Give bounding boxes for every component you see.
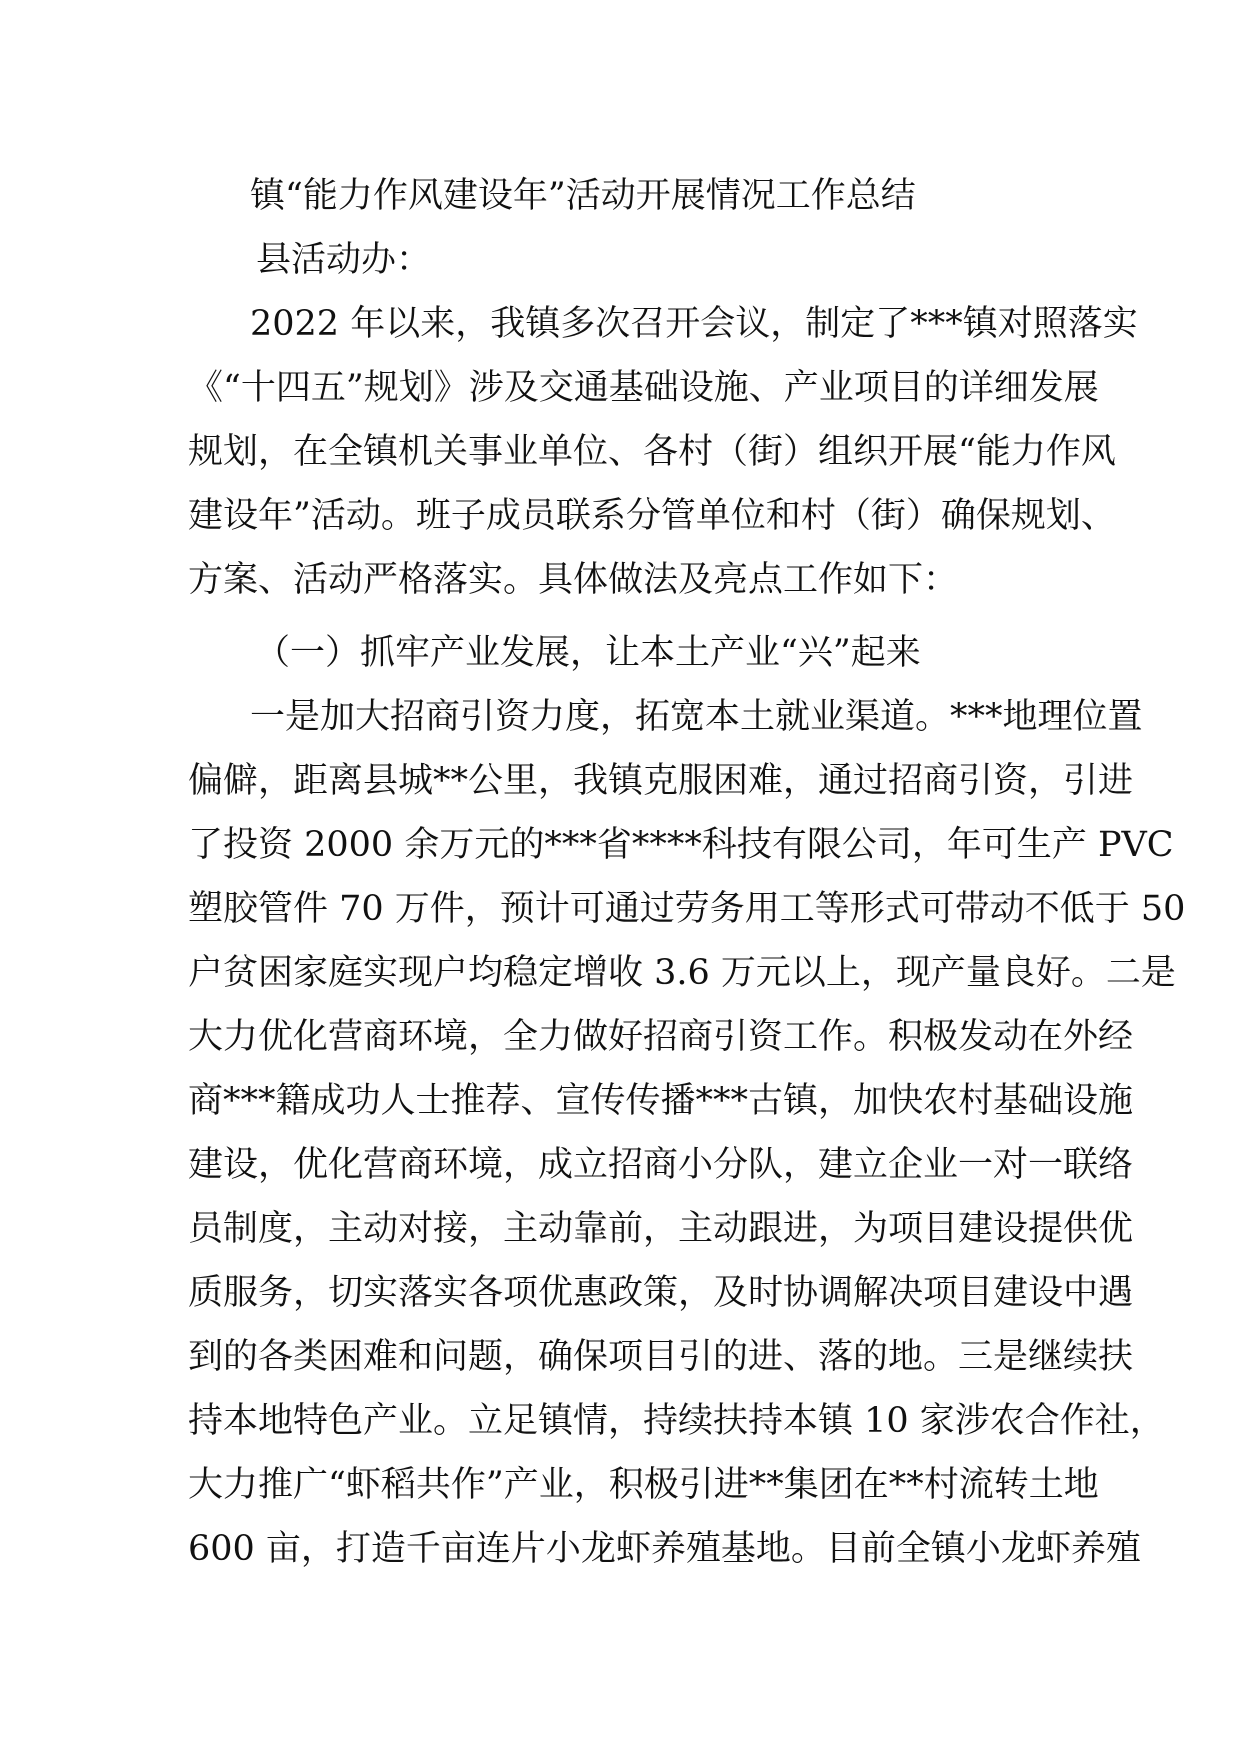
paragraph-line: 商***籍成功人士推荐、宣传传播***古镇，加快农村基础设施 — [188, 1081, 1134, 1121]
paragraph-line: 塑胶管件 70 万件，预计可通过劳务用工等形式可带动不低于 50 — [188, 889, 1186, 929]
paragraph-line: 方案、活动严格落实。具体做法及亮点工作如下： — [188, 560, 959, 600]
paragraph-line: 到的各类困难和问题，确保项目引的进、落的地。三是继续扶 — [188, 1337, 1134, 1377]
paragraph-line: 600 亩，打造千亩连片小龙虾养殖基地。目前全镇小龙虾养殖 — [188, 1529, 1141, 1569]
section-heading: （一）抓牢产业发展，让本土产业“兴”起来 — [255, 633, 921, 673]
paragraph-line: 建设年”活动。班子成员联系分管单位和村（街）确保规划、 — [188, 496, 1116, 536]
paragraph-line: 2022 年以来，我镇多次召开会议，制定了***镇对照落实 — [250, 304, 1138, 344]
paragraph-line: 员制度，主动对接，主动靠前，主动跟进，为项目建设提供优 — [188, 1209, 1134, 1249]
paragraph-line: 大力优化营商环境，全力做好招商引资工作。积极发动在外经 — [188, 1017, 1134, 1057]
paragraph-line: 质服务，切实落实各项优惠政策，及时协调解决项目建设中遇 — [188, 1273, 1134, 1313]
paragraph-line: 大力推广“虾稻共作”产业，积极引进**集团在**村流转土地 — [188, 1465, 1099, 1505]
paragraph-line: 持本地特色产业。立足镇情，持续扶持本镇 10 家涉农合作社， — [188, 1401, 1165, 1441]
paragraph-line: 《“十四五”规划》涉及交通基础设施、产业项目的详细发展 — [188, 368, 1099, 408]
paragraph-line: 建设，优化营商环境，成立招商小分队，建立企业一对一联络 — [188, 1145, 1134, 1185]
paragraph-line: 偏僻，距离县城**公里，我镇克服困难，通过招商引资，引进 — [188, 761, 1134, 801]
paragraph-line: 了投资 2000 余万元的***省****科技有限公司，年可生产 PVC — [188, 825, 1174, 865]
paragraph-line: 一是加大招商引资力度，拓宽本土就业渠道。***地理位置 — [250, 697, 1143, 737]
paragraph-line: 规划，在全镇机关事业单位、各村（街）组织开展“能力作风 — [188, 432, 1116, 472]
document-title: 镇“能力作风建设年”活动开展情况工作总结 — [250, 176, 916, 216]
salutation: 县活动办： — [256, 240, 432, 280]
paragraph-line: 户贫困家庭实现户均稳定增收 3.6 万元以上，现产量良好。二是 — [188, 953, 1176, 993]
